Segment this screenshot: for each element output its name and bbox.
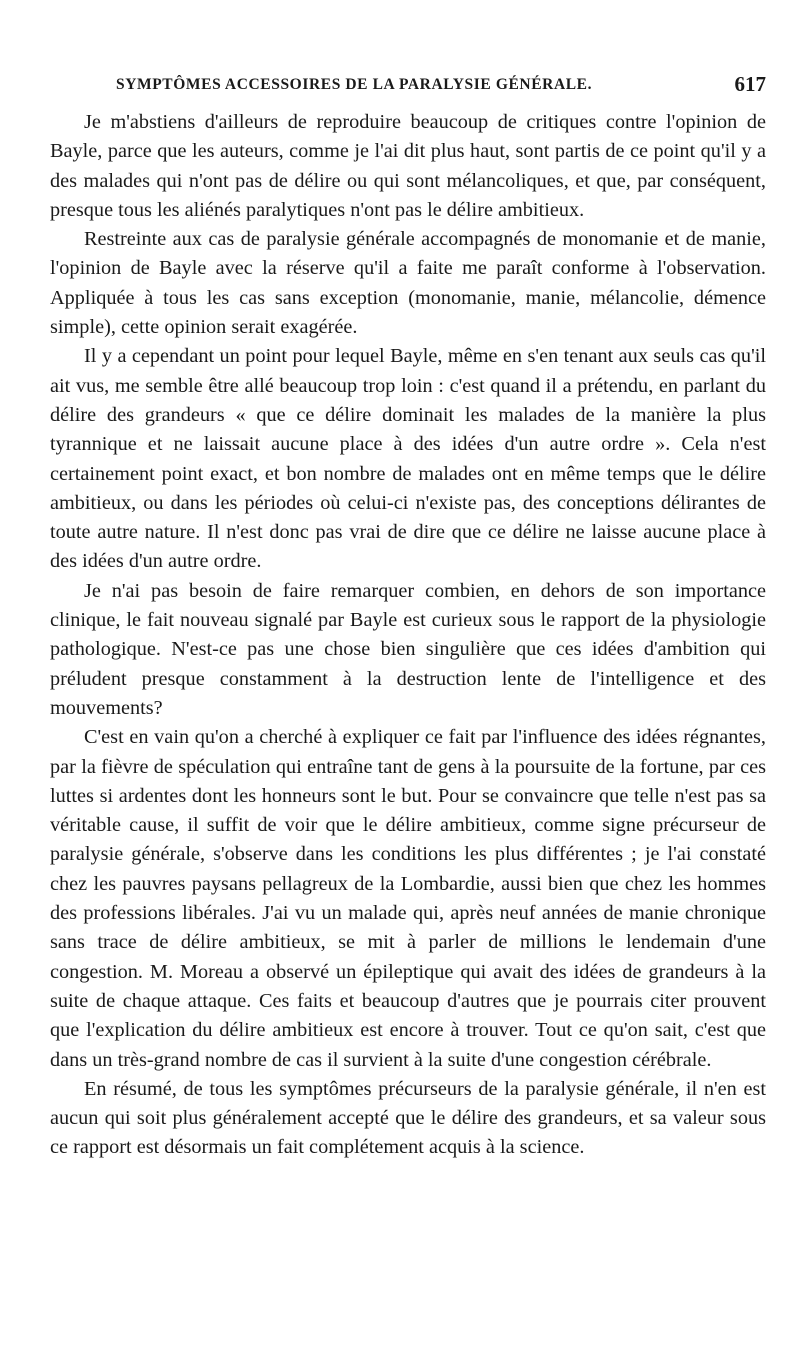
book-page xyxy=(50,72,766,1163)
paragraph-3: Il y a cependant un point pour lequel Bayle, même en s'en tenant aux seuls cas qu'il ait vus, me semble être allé beaucoup trop loin : c'est quand il a prétendu, en parlant du délire des grandeurs « que ce délire dominait les malades de la manière la plus tyrannique et ne laissait aucune place à des idées d'un autre ordre ». Cela n'est certainement point exact, et bon nombre de malades ont en même temps que le délire ambitieux, ou dans les périodes où celui-ci n'existe pas, des conceptions délirantes de toute autre nature. Il n'est donc pas vrai de dire que ce délire ne laisse aucune place à des idées d'un autre ordre. xyxy=(50,345,766,573)
paragraph-2: Restreinte aux cas de paralysie générale accompagnés de monomanie et de manie, l'opinion de Bayle avec la réserve qu'il a faite me paraît conforme à l'observation. Appliquée à tous les cas sans exception (monomanie, manie, mélancolie, démence simple), cette opinion serait exagérée. xyxy=(50,228,766,339)
paragraph-1: Je m'abstiens d'ailleurs de reproduire beaucoup de critiques contre l'opinion de Bayle, parce que les auteurs, comme je l'ai dit plus haut, sont partis de ce point qu'il y a des malades qui n'ont pas de délire ou qui sont mélancoliques, et que, par conséquent, presque tous les aliénés paralytiques n'ont pas le délire ambitieux. xyxy=(50,111,766,221)
paragraph-4: Je n'ai pas besoin de faire remarquer combien, en dehors de son importance clinique, le fait nouveau signalé par Bayle est curieux sous le rapport de la physiologie pathologique. N'est-ce pas une chose bien singulière que ces idées d'ambition qui préludent presque constamment à la destruction lente de l'intelligence et des mouvements? xyxy=(50,579,766,719)
running-title: SYMPTÔMES ACCESSOIRES DE LA PARALYSIE GÉNÉRALE. xyxy=(116,76,593,93)
paragraph-5: C'est en vain qu'on a cherché à expliquer ce fait par l'influence des idées régnantes, par la fièvre de spéculation qui entraîne tant de gens à la poursuite de la fortune, par ces luttes si ardentes dont les honneurs sont le but. Pour se convaincre que telle n'est pas sa véritable cause, il suffit de voir que le délire ambitieux, comme signe précurseur de paralysie générale, s'observe dans les conditions les plus différentes ; je l'ai constaté chez les pauvres paysans pellagreux de la Lombardie, aussi bien que chez les hommes des professions libérales. J'ai vu un malade qui, après neuf années de manie chronique sans trace de délire ambitieux, se mit à parler de millions le lendemain d'une congestion. M. Moreau a observé un épileptique qui avait des idées de grandeurs à la suite de chaque attaque. Ces faits et beaucoup d'autres que je pourrais citer prouvent que l'explication du délire ambitieux est encore à trouver. Tout ce qu'on sait, c'est que dans un très-grand nombre de cas il survient à la suite d'une congestion cérébrale. xyxy=(50,726,766,1071)
body-text xyxy=(50,108,766,1163)
page-number: 617 xyxy=(734,72,766,96)
running-header xyxy=(50,72,766,102)
paragraph-6: En résumé, de tous les symptômes précurseurs de la paralysie générale, il n'en est aucun qui soit plus généralement accepté que le délire des grandeurs, et sa valeur sous ce rapport est désormais un fait complétement acquis à la science. xyxy=(50,1077,766,1159)
